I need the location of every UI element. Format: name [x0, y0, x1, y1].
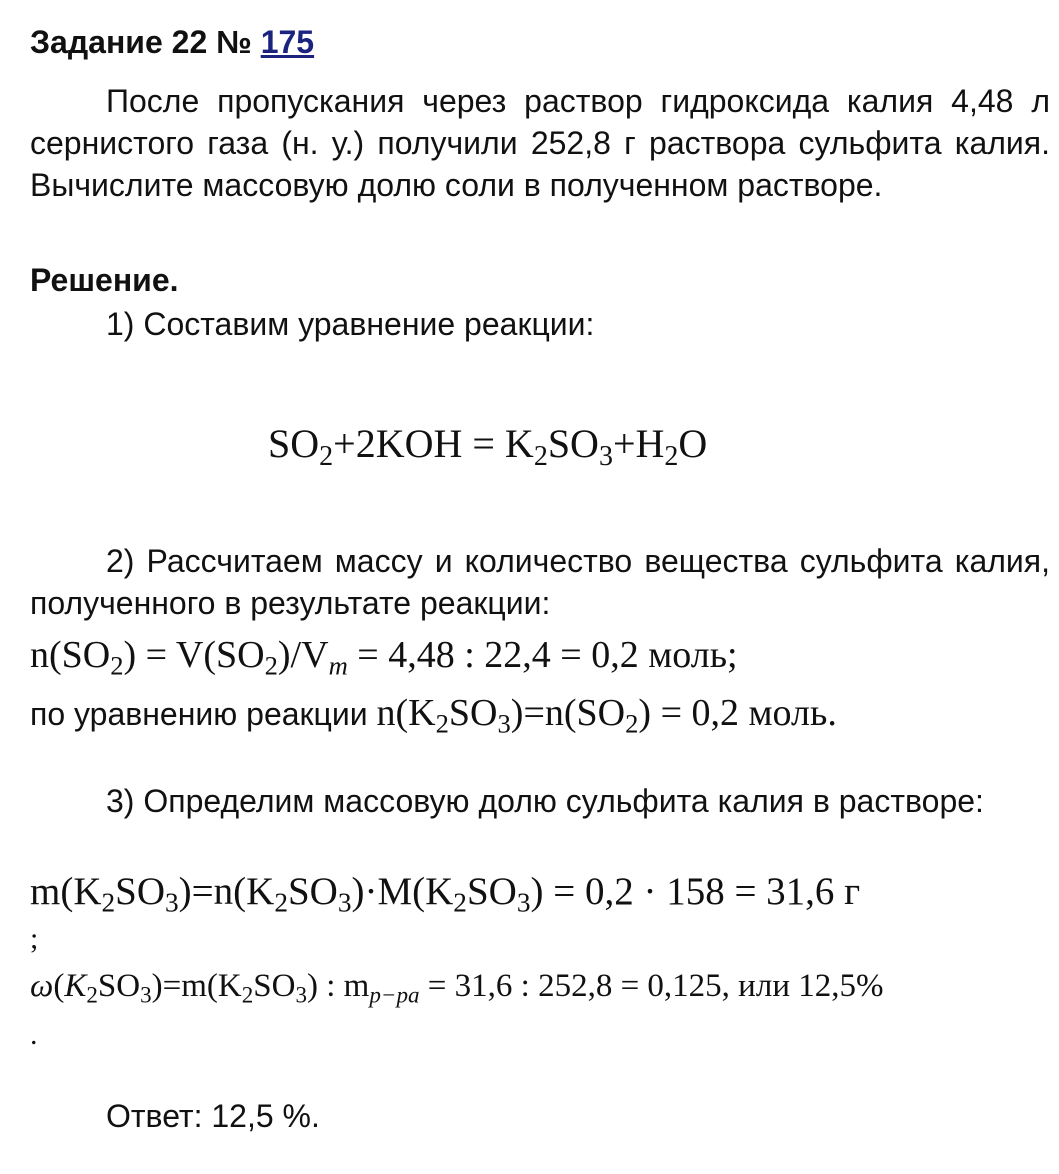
moles-so2-formula: $n(SO_2) = V(SO_2)/V_m = 4,48$ : 22,4 = 0,2 моль;	[30, 634, 738, 681]
step-1-text: 1) Составим уравнение реакции:	[106, 306, 595, 342]
task-number-link[interactable]: 175	[260, 24, 315, 60]
moles-k2so3-prefix: по уравнению реакции	[30, 696, 377, 732]
step-2-text: 2) Рассчитаем массу и количество вещества сульфита калия, полученного в результате реакции:	[30, 543, 1050, 621]
answer-text: Ответ: 12,5 %.	[106, 1098, 320, 1134]
moles-k2so3-formula: $n(K_2SO_3)=n(SO_2) = 0,2$ моль.	[376, 692, 837, 739]
mass-fraction-formula: $\omega(K_2SO_3)=m(K_2SO_3)$ : $m_{p-pa} = 31,6$ : 252,8 = 0,125, или 12,5%	[30, 968, 884, 1008]
problem-text: После пропускания через раствор гидроксида калия 4,48 л сернистого газа (н. у.) получили 252,8 г раствора сульфита калия. Вычислите массовую долю соли в полученном растворе.	[30, 83, 1050, 203]
task-heading-prefix: Задание 22 №	[30, 24, 261, 60]
moles-k2so3-line	[30, 692, 837, 739]
mass-fraction-period: .	[30, 1018, 38, 1051]
task-heading	[30, 26, 314, 58]
solution-title: Решение.	[30, 262, 179, 298]
step-3-text: 3) Определим массовую долю сульфита калия в растворе:	[106, 783, 984, 819]
mass-formula-semicolon: ;	[30, 922, 39, 955]
reaction-equation: $SO_2+2KOH = K_2SO_3+H_2O$	[268, 421, 708, 472]
mass-k2so3-formula: $m(K_2SO_3)=n(K_2SO_3)\cdot M(K_2SO_3) = 0,2 \cdot 158 = 31,6$ г	[30, 870, 861, 918]
